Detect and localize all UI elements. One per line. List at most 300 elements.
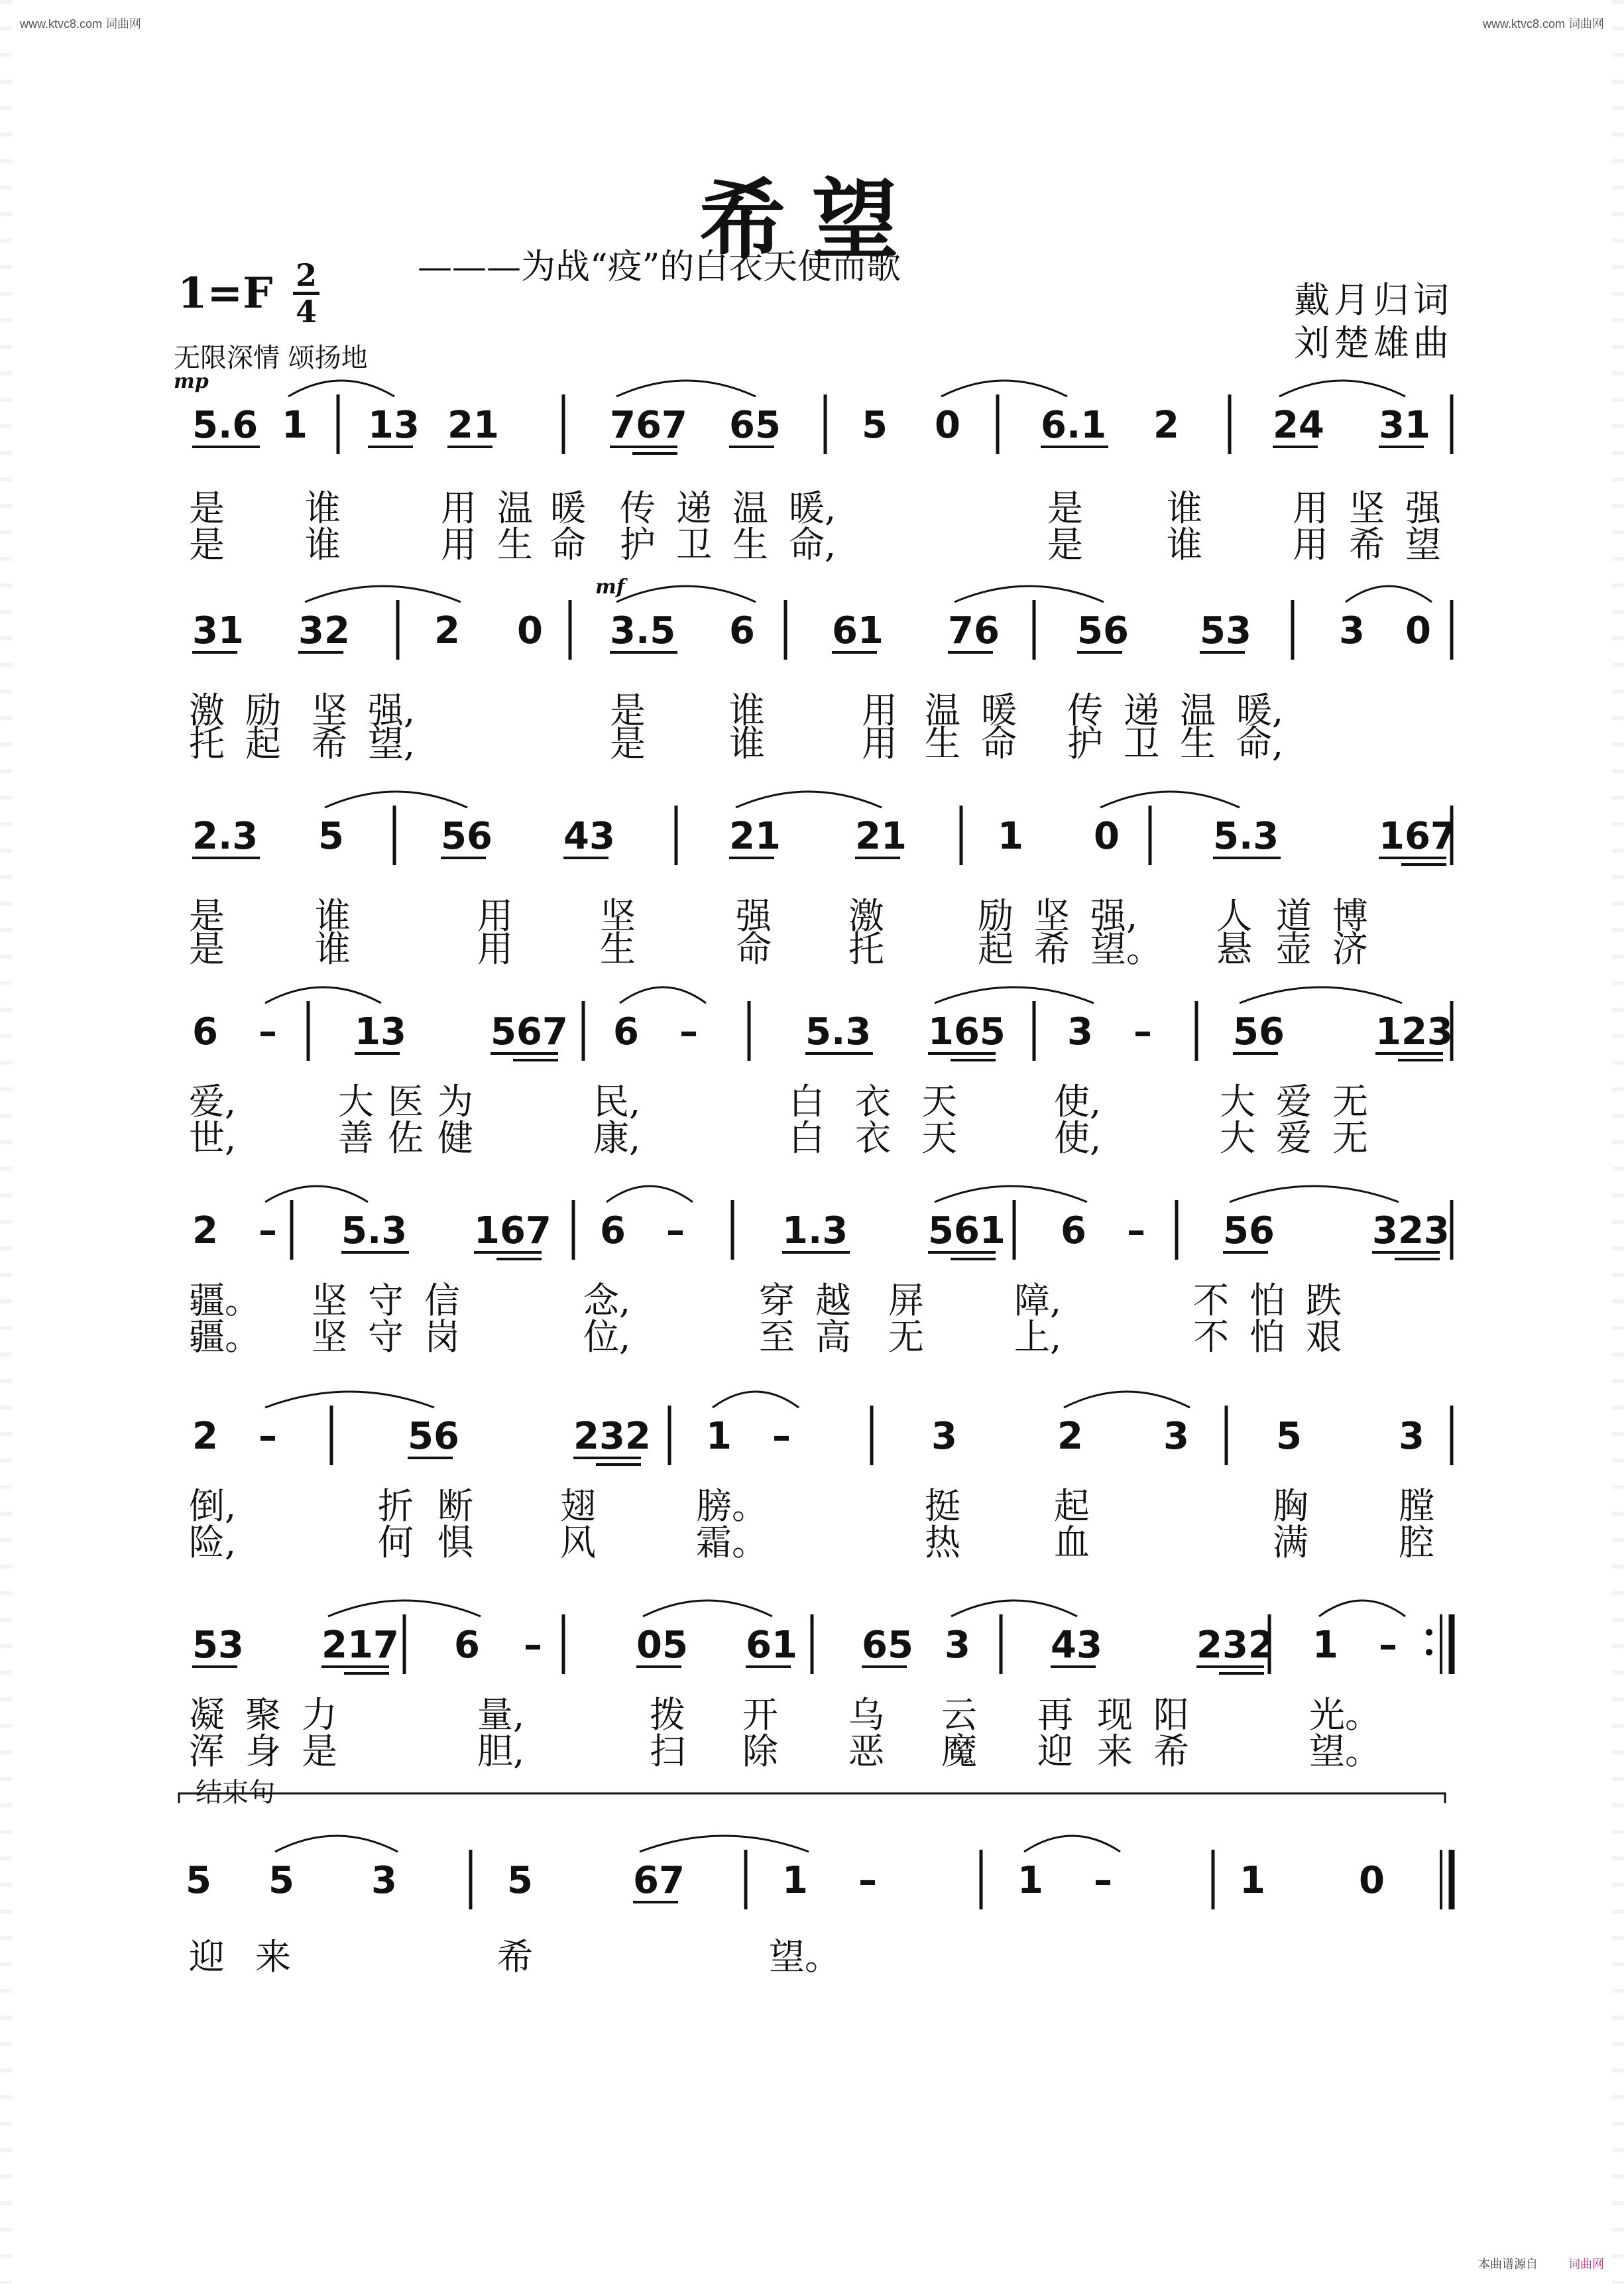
note-group: 13 xyxy=(368,404,420,447)
tempo-marking: 无限深情 颂扬地 xyxy=(174,343,368,373)
note-group: 1 xyxy=(782,1859,808,1902)
lyric-verse-1: 坚 xyxy=(312,1280,347,1321)
note-group: 61 xyxy=(832,609,884,652)
lyric-verse-2: 卫 xyxy=(676,524,712,566)
time-signature-top: 2 xyxy=(295,257,317,293)
note-group: 56 xyxy=(441,815,493,858)
lyric-verse-1: 大 xyxy=(338,1081,374,1122)
note-group: 1 xyxy=(282,404,308,447)
note-group: – xyxy=(259,1415,277,1458)
lyric-verse-2: 迎 xyxy=(1037,1730,1073,1772)
lyric-verse-2: 康, xyxy=(593,1117,641,1159)
slur xyxy=(643,1600,772,1616)
lyric-verse-1: 量, xyxy=(477,1694,525,1736)
lyric-verse-2: 魔 xyxy=(941,1730,977,1772)
ending-bracket xyxy=(179,1793,1445,1803)
note-group: 232 xyxy=(573,1415,651,1458)
note-group: 0 xyxy=(1405,609,1431,652)
lyric-verse-1: 励 xyxy=(245,690,281,731)
lyric-verse-1: 传 xyxy=(1067,690,1103,731)
lyric-verse-1: 温 xyxy=(925,690,960,731)
note-group: 561 xyxy=(928,1209,1006,1252)
lyric-verse-2: 守 xyxy=(368,1316,404,1358)
lyric-verse-2: 望 xyxy=(1405,524,1441,566)
note-group: 2 xyxy=(192,1415,218,1458)
lyric-verse-2: 衣 xyxy=(855,1117,891,1159)
note-group: – xyxy=(259,1010,277,1053)
note-group: 1 xyxy=(1240,1859,1265,1902)
slur xyxy=(955,586,1104,602)
lyric-verse-1: 倒, xyxy=(189,1485,237,1527)
lyric-verse-2: 命 xyxy=(981,723,1017,764)
note-group: 53 xyxy=(192,1624,244,1667)
lyric-verse-1: 温 xyxy=(497,487,533,529)
note-group: 1 xyxy=(1017,1859,1043,1902)
note-group: 1 xyxy=(706,1415,732,1458)
note-group: 5 xyxy=(268,1859,294,1902)
lyric-verse-2: 腔 xyxy=(1399,1522,1434,1563)
lyric-verse-1: 云 xyxy=(941,1694,977,1736)
lyric-verse-1: 为 xyxy=(437,1081,473,1122)
lyric-verse-2: 起 xyxy=(245,723,281,764)
note-group: 0 xyxy=(1094,815,1120,858)
note-group: 167 xyxy=(474,1209,551,1252)
note-group: – xyxy=(1094,1859,1112,1902)
note-group: 56 xyxy=(1077,609,1129,652)
lyric-verse-1: 聚 xyxy=(245,1694,281,1736)
lyric-verse-2: 生 xyxy=(732,524,768,566)
slur xyxy=(935,987,1094,1003)
lyric-verse-2: 命 xyxy=(736,928,772,970)
lyric-verse-2: 胆, xyxy=(477,1730,525,1772)
lyric-verse-2: 风 xyxy=(560,1522,596,1563)
note-group: 2.3 xyxy=(192,815,259,858)
slur xyxy=(713,1392,799,1408)
slur xyxy=(265,1392,434,1408)
slur xyxy=(620,987,706,1003)
lyric-verse-1: 是 xyxy=(189,895,225,937)
lyric-verse-2: 上, xyxy=(1014,1316,1062,1358)
note-group: 2 xyxy=(1153,404,1179,447)
time-signature-bottom: 4 xyxy=(295,294,317,330)
lyric-verse-1: 用 xyxy=(1293,487,1328,529)
note-group: – xyxy=(1379,1624,1397,1667)
note-group: 5 xyxy=(186,1859,211,1902)
lyric-verse-1: 谁 xyxy=(315,895,351,937)
lyric-verse-2: 悬 xyxy=(1216,928,1252,970)
song-subtitle: ———为战“疫”的白衣天使而歌 xyxy=(418,247,901,287)
lyric-verse-1: 谁 xyxy=(729,690,765,731)
lyric-verse-1: 激 xyxy=(848,895,884,937)
composer-credit: 刘楚雄曲 xyxy=(1294,322,1453,364)
lyric-verse-1: 断 xyxy=(437,1485,473,1527)
lyric-verse-2: 大 xyxy=(1220,1117,1255,1159)
lyric-verse-2: 热 xyxy=(925,1522,960,1563)
lyric-verse-2: 希 xyxy=(1349,524,1385,566)
note-group: 31 xyxy=(1379,404,1430,447)
slur xyxy=(265,1186,368,1202)
lyric-verse-1: 用 xyxy=(477,895,513,937)
note-group: 5 xyxy=(1276,1415,1302,1458)
lyric-verse-1: 现 xyxy=(1097,1694,1133,1736)
note-group: 2 xyxy=(192,1209,218,1252)
note-group: – xyxy=(858,1859,877,1902)
note-group: – xyxy=(1127,1209,1145,1252)
dynamic-marking: mf xyxy=(595,575,625,599)
lyric-verse-2: 用 xyxy=(862,723,898,764)
lyric-verse-1: 翅 xyxy=(560,1485,596,1527)
note-group: 61 xyxy=(746,1624,797,1667)
note-group: 3 xyxy=(371,1859,397,1902)
lyric-verse-2: 望, xyxy=(368,723,416,764)
note-group: 31 xyxy=(192,609,244,652)
lyric-verse-1: 挺 xyxy=(925,1485,960,1527)
note-group: 24 xyxy=(1273,404,1324,447)
key-signature: 1=F xyxy=(178,269,273,318)
lyric-verse-1: 折 xyxy=(378,1485,414,1527)
lyric-verse-1: 道 xyxy=(1276,895,1312,937)
note-group: 217 xyxy=(321,1624,399,1667)
score-system xyxy=(189,792,1456,970)
lyric-verse-2: 壶 xyxy=(1276,928,1312,970)
lyric-verse-2: 生 xyxy=(1180,723,1216,764)
lyric-verse-2: 用 xyxy=(477,928,513,970)
slur xyxy=(305,586,461,602)
lyric-verse-1: 白 xyxy=(789,1081,825,1122)
score-system xyxy=(189,575,1452,764)
lyric-verse-1: 怕 xyxy=(1249,1280,1285,1321)
lyric-verse-1: 膀。 xyxy=(696,1485,768,1527)
lyric-verse-1: 民, xyxy=(593,1081,641,1122)
lyric-verse-1: 暖, xyxy=(789,487,837,529)
score-system xyxy=(189,1600,1452,1772)
lyric-verse-2: 生 xyxy=(497,524,533,566)
note-group: 56 xyxy=(1233,1010,1285,1053)
lyric-verse-1: 望。 xyxy=(769,1936,841,1978)
slur xyxy=(951,1600,1077,1616)
lyric-verse-1: 天 xyxy=(921,1081,957,1122)
lyric-verse-2: 除 xyxy=(742,1730,778,1772)
footer-site-logo: 词曲网 xyxy=(1568,2257,1604,2271)
lyric-verse-1: 胸 xyxy=(1273,1485,1308,1527)
note-group: 6 xyxy=(729,609,755,652)
repeat-dot xyxy=(1426,1629,1432,1636)
lyric-verse-1: 递 xyxy=(676,487,712,529)
lyric-verse-2: 望。 xyxy=(1090,928,1162,970)
lyric-verse-1: 医 xyxy=(388,1081,424,1122)
lyric-verse-2: 谁 xyxy=(729,723,765,764)
lyric-verse-1: 阳 xyxy=(1153,1694,1189,1736)
note-group: 5.3 xyxy=(805,1010,872,1053)
lyric-verse-2: 满 xyxy=(1273,1522,1308,1563)
lyric-verse-1: 人 xyxy=(1216,895,1252,937)
lyric-verse-1: 坚 xyxy=(1034,895,1070,937)
lyric-verse-2: 谁 xyxy=(315,928,351,970)
lyric-verse-1: 坚 xyxy=(1349,487,1385,529)
score-system xyxy=(174,370,1452,566)
slur xyxy=(1024,1836,1120,1852)
lyric-verse-1: 用 xyxy=(441,487,477,529)
lyric-verse-1: 凝 xyxy=(189,1694,225,1736)
lyricist-credit: 戴月归词 xyxy=(1294,279,1453,321)
note-group: 13 xyxy=(355,1010,406,1053)
lyric-verse-2: 无 xyxy=(888,1316,924,1358)
lyric-verse-1: 念, xyxy=(583,1280,631,1321)
lyric-verse-2: 艰 xyxy=(1306,1316,1342,1358)
lyric-verse-2: 扫 xyxy=(650,1730,685,1772)
note-group: 0 xyxy=(935,404,960,447)
note-group: – xyxy=(679,1010,698,1053)
lyric-verse-2: 至 xyxy=(759,1316,795,1358)
slur xyxy=(328,1600,481,1616)
lyric-verse-2: 是 xyxy=(189,928,225,970)
lyric-verse-1: 强, xyxy=(368,690,416,731)
repeat-dot xyxy=(1426,1649,1432,1655)
note-group: 21 xyxy=(447,404,499,447)
lyric-verse-1: 温 xyxy=(1180,690,1216,731)
lyric-verse-2: 位, xyxy=(583,1316,631,1358)
slur xyxy=(1100,792,1240,808)
lyric-verse-2: 是 xyxy=(189,524,225,566)
lyric-verse-2: 善 xyxy=(338,1117,374,1159)
slur xyxy=(607,1186,693,1202)
lyric-verse-1: 爱, xyxy=(189,1081,237,1122)
note-group: – xyxy=(524,1624,542,1667)
lyric-verse-1: 衣 xyxy=(855,1081,891,1122)
note-group: 1 xyxy=(998,815,1023,858)
lyric-verse-1: 守 xyxy=(368,1280,404,1321)
note-group: 323 xyxy=(1372,1209,1450,1252)
lyric-verse-2: 托 xyxy=(189,723,225,764)
note-group: 3 xyxy=(931,1415,957,1458)
lyric-verse-2: 护 xyxy=(620,524,656,566)
note-group: 165 xyxy=(928,1010,1006,1053)
lyric-verse-1: 障, xyxy=(1014,1280,1062,1321)
slur xyxy=(736,792,882,808)
note-group: 5 xyxy=(507,1859,533,1902)
lyric-verse-1: 膛 xyxy=(1399,1485,1434,1527)
lyric-verse-1: 拨 xyxy=(650,1694,685,1736)
lyric-verse-1: 励 xyxy=(978,895,1014,937)
lyric-verse-2: 霜。 xyxy=(696,1522,768,1563)
lyric-verse-2: 生 xyxy=(925,723,960,764)
note-group: 5.3 xyxy=(1213,815,1279,858)
lyric-verse-2: 白 xyxy=(789,1117,825,1159)
footer-source-note: 本曲谱源自 xyxy=(1478,2257,1538,2271)
note-group: 3 xyxy=(1399,1415,1424,1458)
slur xyxy=(616,586,756,602)
lyric-verse-1: 强 xyxy=(1405,487,1441,529)
note-group: 53 xyxy=(1200,609,1251,652)
note-group: 3 xyxy=(1163,1415,1189,1458)
lyric-verse-2: 命, xyxy=(1236,723,1284,764)
lyric-verse-2: 来 xyxy=(1097,1730,1133,1772)
slur xyxy=(1064,1392,1190,1408)
header-url-left: www.ktvc8.com 词曲网 xyxy=(20,17,142,30)
lyric-verse-1: 暖 xyxy=(981,690,1017,731)
lyric-verse-2: 无 xyxy=(1332,1117,1368,1159)
slur xyxy=(288,381,394,396)
ending-label: 结束句 xyxy=(196,1777,275,1808)
lyric-verse-2: 希 xyxy=(1034,928,1070,970)
lyric-verse-2: 用 xyxy=(1293,524,1328,566)
lyric-verse-2: 怕 xyxy=(1249,1316,1285,1358)
note-group: 0 xyxy=(1359,1859,1385,1902)
lyric-verse-1: 力 xyxy=(302,1694,337,1736)
lyric-verse-1: 温 xyxy=(732,487,768,529)
note-group: 56 xyxy=(408,1415,459,1458)
lyric-verse-2: 疆。 xyxy=(189,1316,261,1358)
lyric-verse-1: 起 xyxy=(1054,1485,1090,1527)
note-group: – xyxy=(666,1209,685,1252)
lyric-verse-1: 激 xyxy=(189,690,225,731)
lyric-verse-1: 强 xyxy=(736,895,772,937)
song-title: 希望 xyxy=(699,169,925,270)
lyric-verse-1: 是 xyxy=(1047,487,1083,529)
lyric-verse-2: 天 xyxy=(921,1117,957,1159)
lyric-verse-2: 是 xyxy=(610,723,646,764)
lyric-verse-1: 传 xyxy=(620,487,656,529)
slur xyxy=(935,1186,1087,1202)
lyric-verse-1: 疆。 xyxy=(189,1280,261,1321)
note-group: 76 xyxy=(948,609,1000,652)
lyric-verse-2: 坚 xyxy=(312,1316,347,1358)
lyric-verse-1: 爱 xyxy=(1276,1081,1312,1122)
lyric-verse-2: 浑 xyxy=(189,1730,225,1772)
lyric-verse-1: 是 xyxy=(610,690,646,731)
lyric-verse-2: 身 xyxy=(245,1730,281,1772)
note-group: – xyxy=(772,1415,791,1458)
note-group: 6 xyxy=(454,1624,480,1667)
lyric-verse-1: 开 xyxy=(742,1694,778,1736)
lyric-verse-2: 使, xyxy=(1054,1117,1102,1159)
note-group: 21 xyxy=(729,815,781,858)
note-group: 5 xyxy=(862,404,888,447)
note-group: – xyxy=(1133,1010,1152,1053)
slur xyxy=(325,792,467,808)
note-group: 567 xyxy=(491,1010,568,1053)
note-group: 123 xyxy=(1375,1010,1453,1053)
note-group: 6 xyxy=(1061,1209,1086,1252)
slur xyxy=(1319,1600,1405,1616)
lyric-verse-2: 起 xyxy=(978,928,1014,970)
note-group: 65 xyxy=(862,1624,913,1667)
header-url-right: www.ktvc8.com 词曲网 xyxy=(1482,17,1604,30)
lyric-verse-1: 坚 xyxy=(312,690,347,731)
lyric-verse-2: 济 xyxy=(1332,928,1368,970)
slur xyxy=(640,1836,809,1852)
lyric-verse-1: 光。 xyxy=(1309,1694,1381,1736)
note-group: 6 xyxy=(192,1010,218,1053)
note-group: 5 xyxy=(318,815,344,858)
note-group: 5.3 xyxy=(341,1209,408,1252)
lyric-verse-1: 信 xyxy=(424,1280,460,1321)
note-group: 3.5 xyxy=(610,609,676,652)
lyric-verse-1: 是 xyxy=(189,487,225,529)
lyric-verse-1: 强, xyxy=(1090,895,1138,937)
lyric-verse-1: 越 xyxy=(815,1280,851,1321)
lyric-verse-2: 托 xyxy=(848,928,884,970)
score-system xyxy=(189,987,1453,1159)
slur xyxy=(941,381,1067,396)
score-system xyxy=(189,1186,1452,1358)
slur xyxy=(265,987,381,1003)
note-group: 1.3 xyxy=(782,1209,848,1252)
lyric-verse-1: 用 xyxy=(862,690,898,731)
note-group: 2 xyxy=(1057,1415,1083,1458)
note-group: 3 xyxy=(1067,1010,1093,1053)
note-group: 767 xyxy=(610,404,687,447)
note-group: 6 xyxy=(613,1010,639,1053)
slur xyxy=(1240,987,1402,1003)
lyric-verse-2: 用 xyxy=(441,524,477,566)
lyric-verse-1: 穿 xyxy=(759,1280,795,1321)
lyric-verse-2: 希 xyxy=(1153,1730,1189,1772)
score-system xyxy=(179,1777,1452,1978)
lyric-verse-1: 乌 xyxy=(848,1694,884,1736)
lyric-verse-1: 不 xyxy=(1193,1280,1229,1321)
note-group: 43 xyxy=(1051,1624,1102,1667)
lyric-verse-2: 惧 xyxy=(437,1522,473,1563)
lyric-verse-2: 是 xyxy=(1047,524,1083,566)
lyric-verse-2: 护 xyxy=(1067,723,1103,764)
lyric-verse-1: 来 xyxy=(255,1936,291,1978)
lyric-verse-2: 生 xyxy=(600,928,636,970)
lyric-verse-2: 命, xyxy=(789,524,837,566)
note-group: 65 xyxy=(729,404,781,447)
lyric-verse-1: 暖 xyxy=(550,487,586,529)
slur xyxy=(1230,1186,1399,1202)
note-group: 232 xyxy=(1196,1624,1274,1667)
slur xyxy=(1279,381,1405,396)
lyric-verse-1: 再 xyxy=(1037,1694,1073,1736)
note-group: – xyxy=(259,1209,277,1252)
lyric-verse-2: 命 xyxy=(550,524,586,566)
lyric-verse-2: 望。 xyxy=(1309,1730,1381,1772)
note-group: 6.1 xyxy=(1041,404,1107,447)
lyric-verse-2: 险, xyxy=(189,1522,237,1563)
note-group: 05 xyxy=(636,1624,688,1667)
slur xyxy=(275,1836,398,1852)
note-group: 21 xyxy=(855,815,907,858)
lyric-verse-1: 谁 xyxy=(1167,487,1202,529)
lyric-verse-1: 跌 xyxy=(1306,1280,1342,1321)
lyric-verse-1: 屏 xyxy=(888,1280,924,1321)
slur xyxy=(1346,586,1432,602)
note-group: 167 xyxy=(1379,815,1456,858)
lyric-verse-2: 岗 xyxy=(424,1316,460,1358)
note-group: 3 xyxy=(945,1624,970,1667)
lyric-verse-1: 递 xyxy=(1124,690,1159,731)
note-group: 2 xyxy=(434,609,460,652)
lyric-verse-1: 大 xyxy=(1220,1081,1255,1122)
note-group: 3 xyxy=(1339,609,1365,652)
note-group: 56 xyxy=(1223,1209,1275,1252)
note-group: 0 xyxy=(517,609,543,652)
score-system xyxy=(189,1392,1452,1563)
lyric-verse-1: 坚 xyxy=(600,895,636,937)
lyric-verse-2: 卫 xyxy=(1124,723,1159,764)
lyric-verse-2: 健 xyxy=(437,1117,473,1159)
lyric-verse-1: 暖, xyxy=(1236,690,1284,731)
lyric-verse-1: 谁 xyxy=(305,487,341,529)
lyric-verse-2: 何 xyxy=(378,1522,414,1563)
lyric-verse-1: 无 xyxy=(1332,1081,1368,1122)
note-group: 6 xyxy=(600,1209,626,1252)
lyric-verse-1: 希 xyxy=(497,1936,533,1978)
lyric-verse-2: 谁 xyxy=(305,524,341,566)
slur xyxy=(616,381,756,396)
